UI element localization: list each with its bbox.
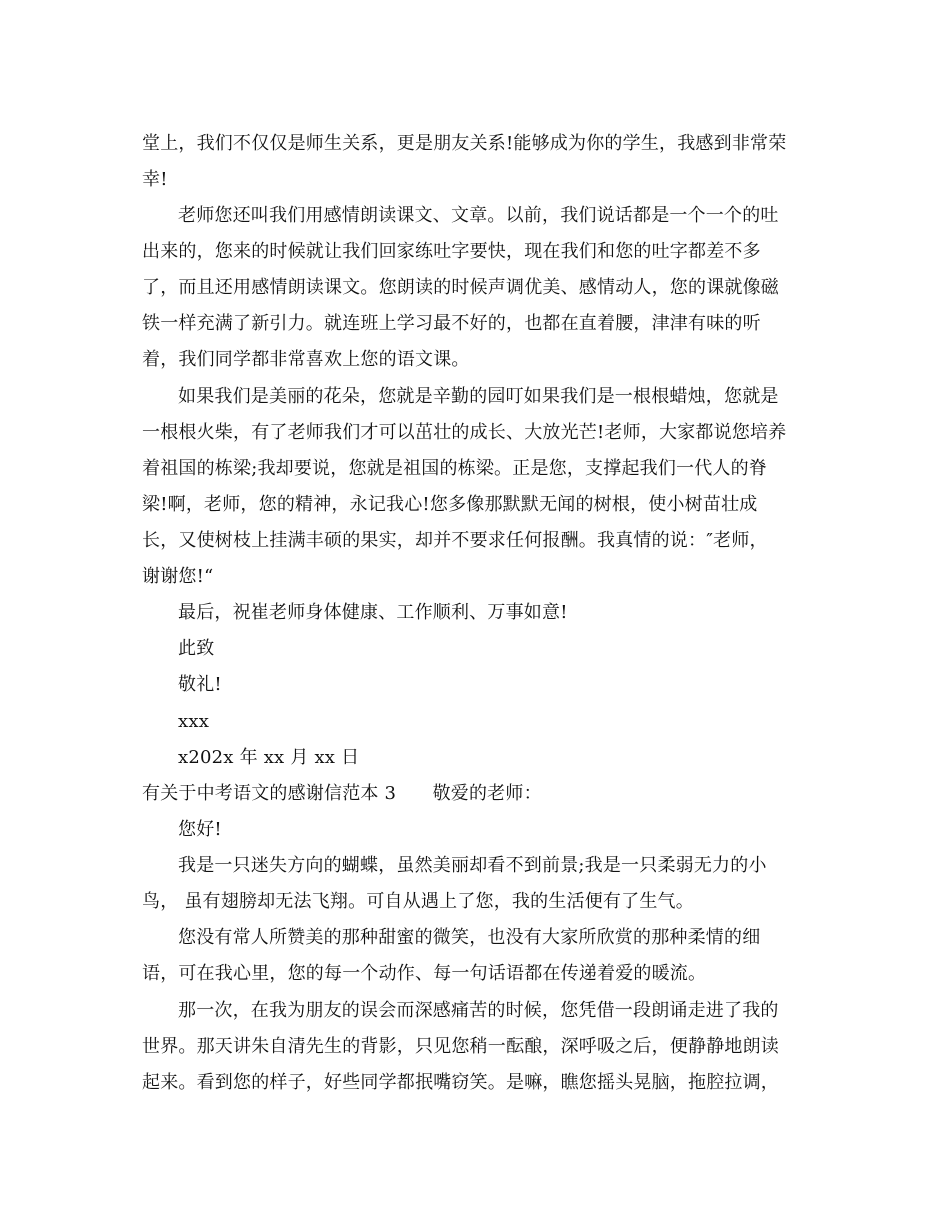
text-line: 梁!啊，老师，您的精神，永记我心!您多像那默默无闻的树根，使小树苗壮成 bbox=[142, 494, 758, 515]
text-line: 您没有常人所赞美的那种甜蜜的微笑，也没有大家所欣赏的那种柔情的细 bbox=[178, 927, 761, 948]
text-line: 谢谢您!“ bbox=[142, 566, 214, 587]
text-line: 此致 bbox=[178, 638, 215, 659]
text-line: 起来。看到您的样子，好些同学都抿嘴窃笑。是嘛，瞧您摇头晃脑，拖腔拉调， bbox=[142, 1072, 779, 1093]
text-line: xxx bbox=[178, 711, 210, 732]
text-line: 我是一只迷失方向的蝴蝶，虽然美丽却看不到前景;我是一只柔弱无力的小 bbox=[178, 855, 767, 876]
text-line: x202x 年 xx 月 xx 日 bbox=[178, 747, 360, 768]
text-line: 堂上，我们不仅仅是师生关系，更是朋友关系!能够成为你的学生，我感到非常荣 bbox=[142, 133, 787, 154]
text-line: 着，我们同学都非常喜欢上您的语文课。 bbox=[142, 349, 470, 370]
section-heading: 有关于中考语文的感谢信范本 3 敬爱的老师： bbox=[142, 783, 542, 804]
text-line: 老师您还叫我们用感情朗读课文、文章。以前，我们说话都是一个一个的吐 bbox=[178, 205, 779, 226]
text-line: 世界。那天讲朱自清先生的背影，只见您稍一酝酿，深呼吸之后，便静静地朗读 bbox=[142, 1036, 779, 1057]
text-line: 出来的，您来的时候就让我们回家练吐字要快，现在我们和您的吐字都差不多 bbox=[142, 241, 761, 262]
text-line: 最后，祝崔老师身体健康、工作顺利、万事如意! bbox=[178, 602, 568, 623]
text-line: 语，可在我心里，您的每一个动作、每一句话语都在传递着爱的暖流。 bbox=[142, 963, 707, 984]
text-line: 敬礼! bbox=[178, 674, 222, 695]
text-line: 了，而且还用感情朗读课文。您朗读的时候声调优美、感情动人，您的课就像磁 bbox=[142, 277, 779, 298]
text-line: 您好! bbox=[178, 819, 222, 840]
text-line: 铁一样充满了新引力。就连班上学习最不好的，也都在直着腰，津津有味的听 bbox=[142, 313, 761, 334]
text-line: 着祖国的栋梁;我却要说，您就是祖国的栋梁。正是您，支撑起我们一代人的脊 bbox=[142, 458, 768, 479]
text-line: 幸! bbox=[142, 169, 168, 190]
text-line: 一根根火柴，有了老师我们才可以茁壮的成长、大放光芒!老师，大家都说您培养 bbox=[142, 422, 787, 443]
text-line: 长，又使树枝上挂满丰硕的果实，却并不要求任何报酬。我真情的说：″老师， bbox=[142, 530, 768, 551]
text-line: 那一次，在我为朋友的误会而深感痛苦的时候，您凭借一段朗诵走进了我的 bbox=[178, 1000, 779, 1021]
text-line: 鸟， 虽有翅膀却无法飞翔。可自从遇上了您，我的生活便有了生气。 bbox=[142, 891, 694, 912]
text-line: 如果我们是美丽的花朵，您就是辛勤的园叮如果我们是一根根蜡烛，您就是 bbox=[178, 386, 779, 407]
